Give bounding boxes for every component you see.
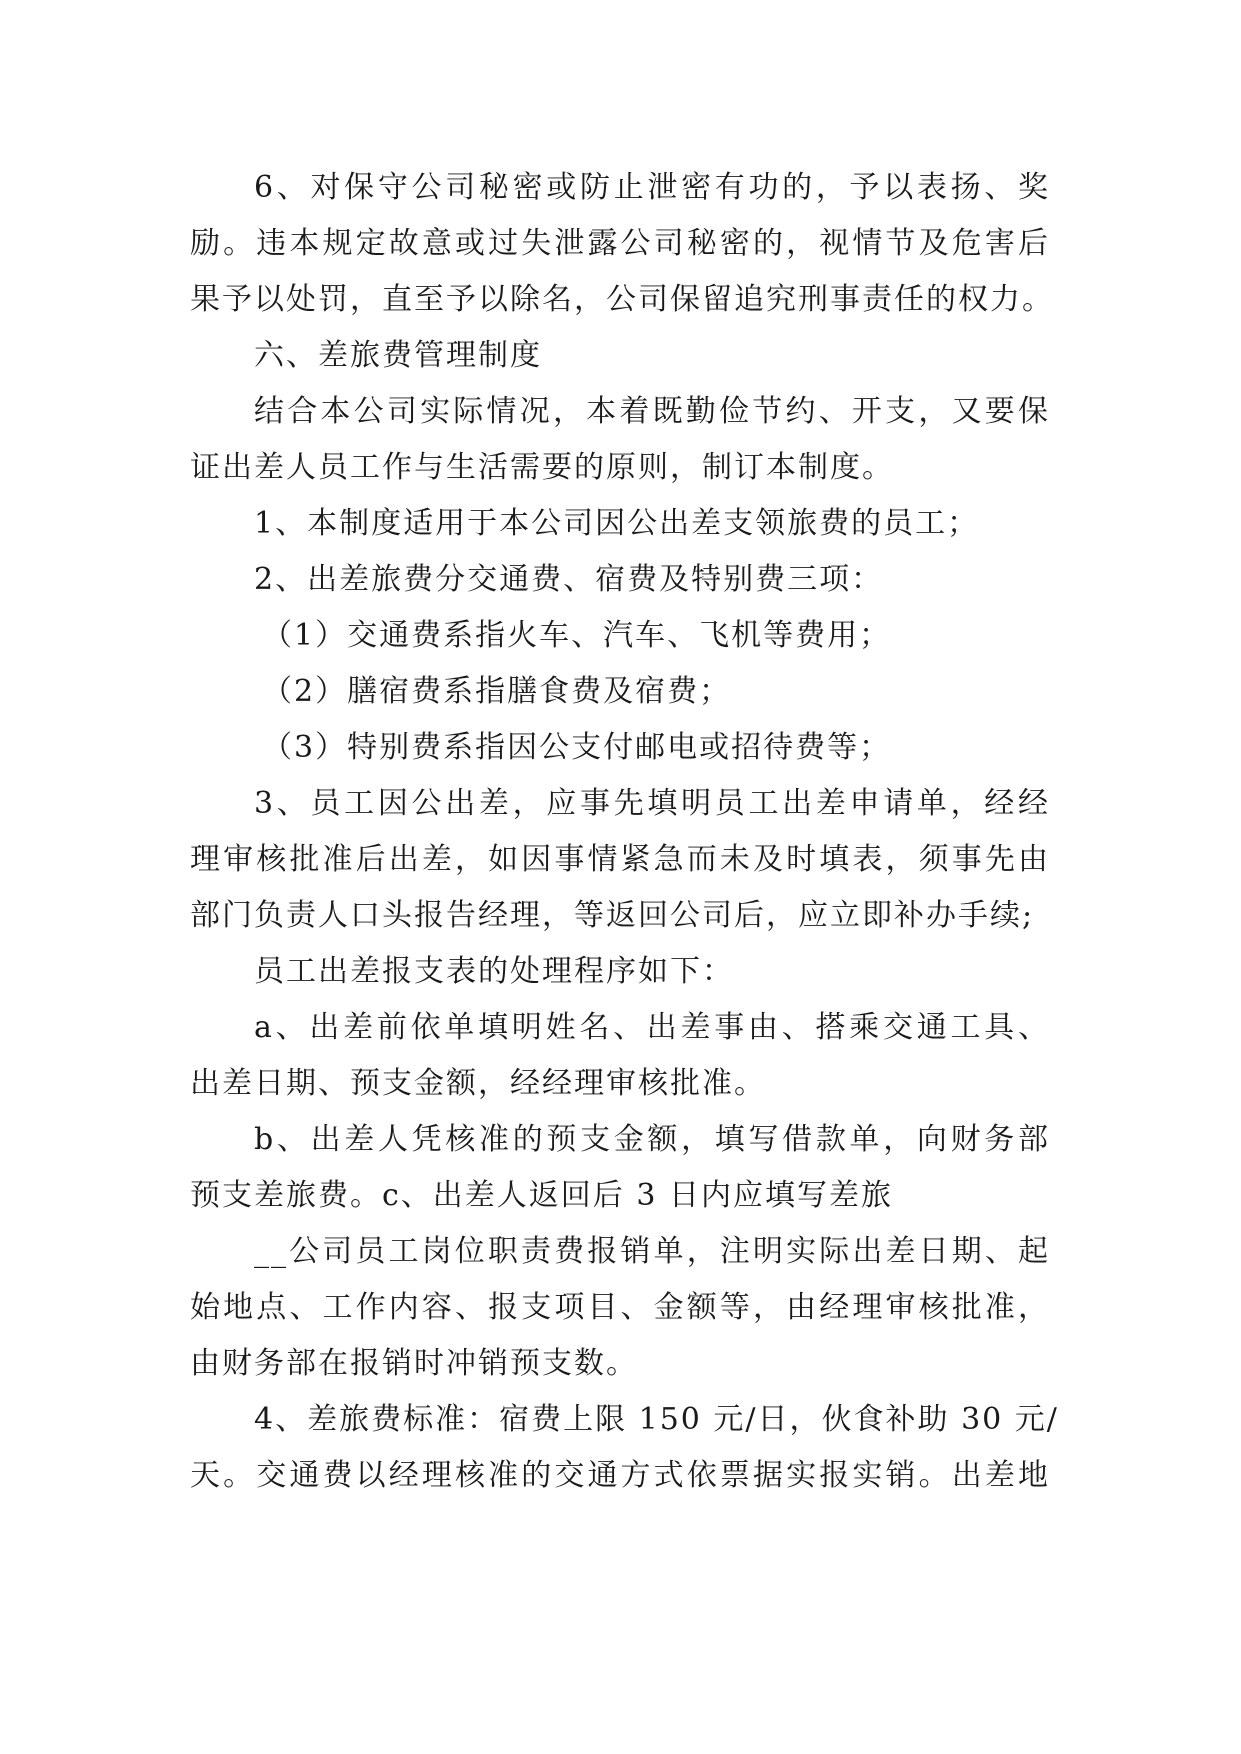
list-item: （1）交通费系指火车、汽车、飞机等费用； — [262, 618, 892, 653]
text-line: 始地点、工作内容、报支项目、金额等，由经理审核批准， — [190, 1290, 1050, 1325]
text-line: 部门负责人口头报告经理，等返回公司后，应立即补办手续; — [190, 898, 1035, 933]
document-body — [190, 160, 1059, 1504]
text-line: 员工出差报支表的处理程序如下： — [254, 954, 734, 989]
text-line: 由财务部在报销时冲销预支数。 — [190, 1346, 638, 1381]
text-line: a、出差前依单填明姓名、出差事由、搭乘交通工具、 — [254, 1010, 1050, 1045]
section-heading: 六、差旅费管理制度 — [254, 338, 542, 373]
text-line: 果予以处罚，直至予以除名，公司保留追究刑事责任的权力。 — [190, 282, 1054, 317]
list-item: （2）膳宿费系指膳食费及宿费； — [262, 674, 732, 709]
text-line: 证出差人员工作与生活需要的原则，制订本制度。 — [190, 450, 894, 485]
text-line: 天。交通费以经理核准的交通方式依票据实报实销。出差地 — [190, 1458, 1050, 1493]
text-line: 理审核批准后出差，如因事情紧急而未及时填表，须事先由 — [190, 842, 1050, 877]
list-item: （3）特别费系指因公支付邮电或招待费等； — [262, 730, 892, 765]
text-line: b、出差人凭核准的预支金额，填写借款单，向财务部 — [254, 1122, 1050, 1157]
text-line: 2、出差旅费分交通费、宿费及特别费三项： — [254, 562, 884, 597]
text-line: 出差日期、预支金额，经经理审核批准。 — [190, 1066, 766, 1101]
text-line: 励。违本规定故意或过失泄露公司秘密的，视情节及危害后 — [190, 226, 1050, 261]
text-line: __公司员工岗位职责费报销单，注明实际出差日期、起 — [254, 1234, 1050, 1269]
text-line: 6、对保守公司秘密或防止泄密有功的，予以表扬、奖 — [254, 170, 1050, 205]
text-line: 4、差旅费标准：宿费上限 150 元/日，伙食补助 30 元/ — [254, 1402, 1059, 1437]
text-line: 1、本制度适用于本公司因公出差支领旅费的员工； — [254, 506, 980, 541]
text-line: 3、员工因公出差，应事先填明员工出差申请单，经经 — [254, 786, 1050, 821]
text-line: 结合本公司实际情况，本着既勤俭节约、开支，又要保 — [254, 394, 1050, 429]
text-line: 预支差旅费。c、出差人返回后 3 日内应填写差旅 — [190, 1178, 893, 1213]
